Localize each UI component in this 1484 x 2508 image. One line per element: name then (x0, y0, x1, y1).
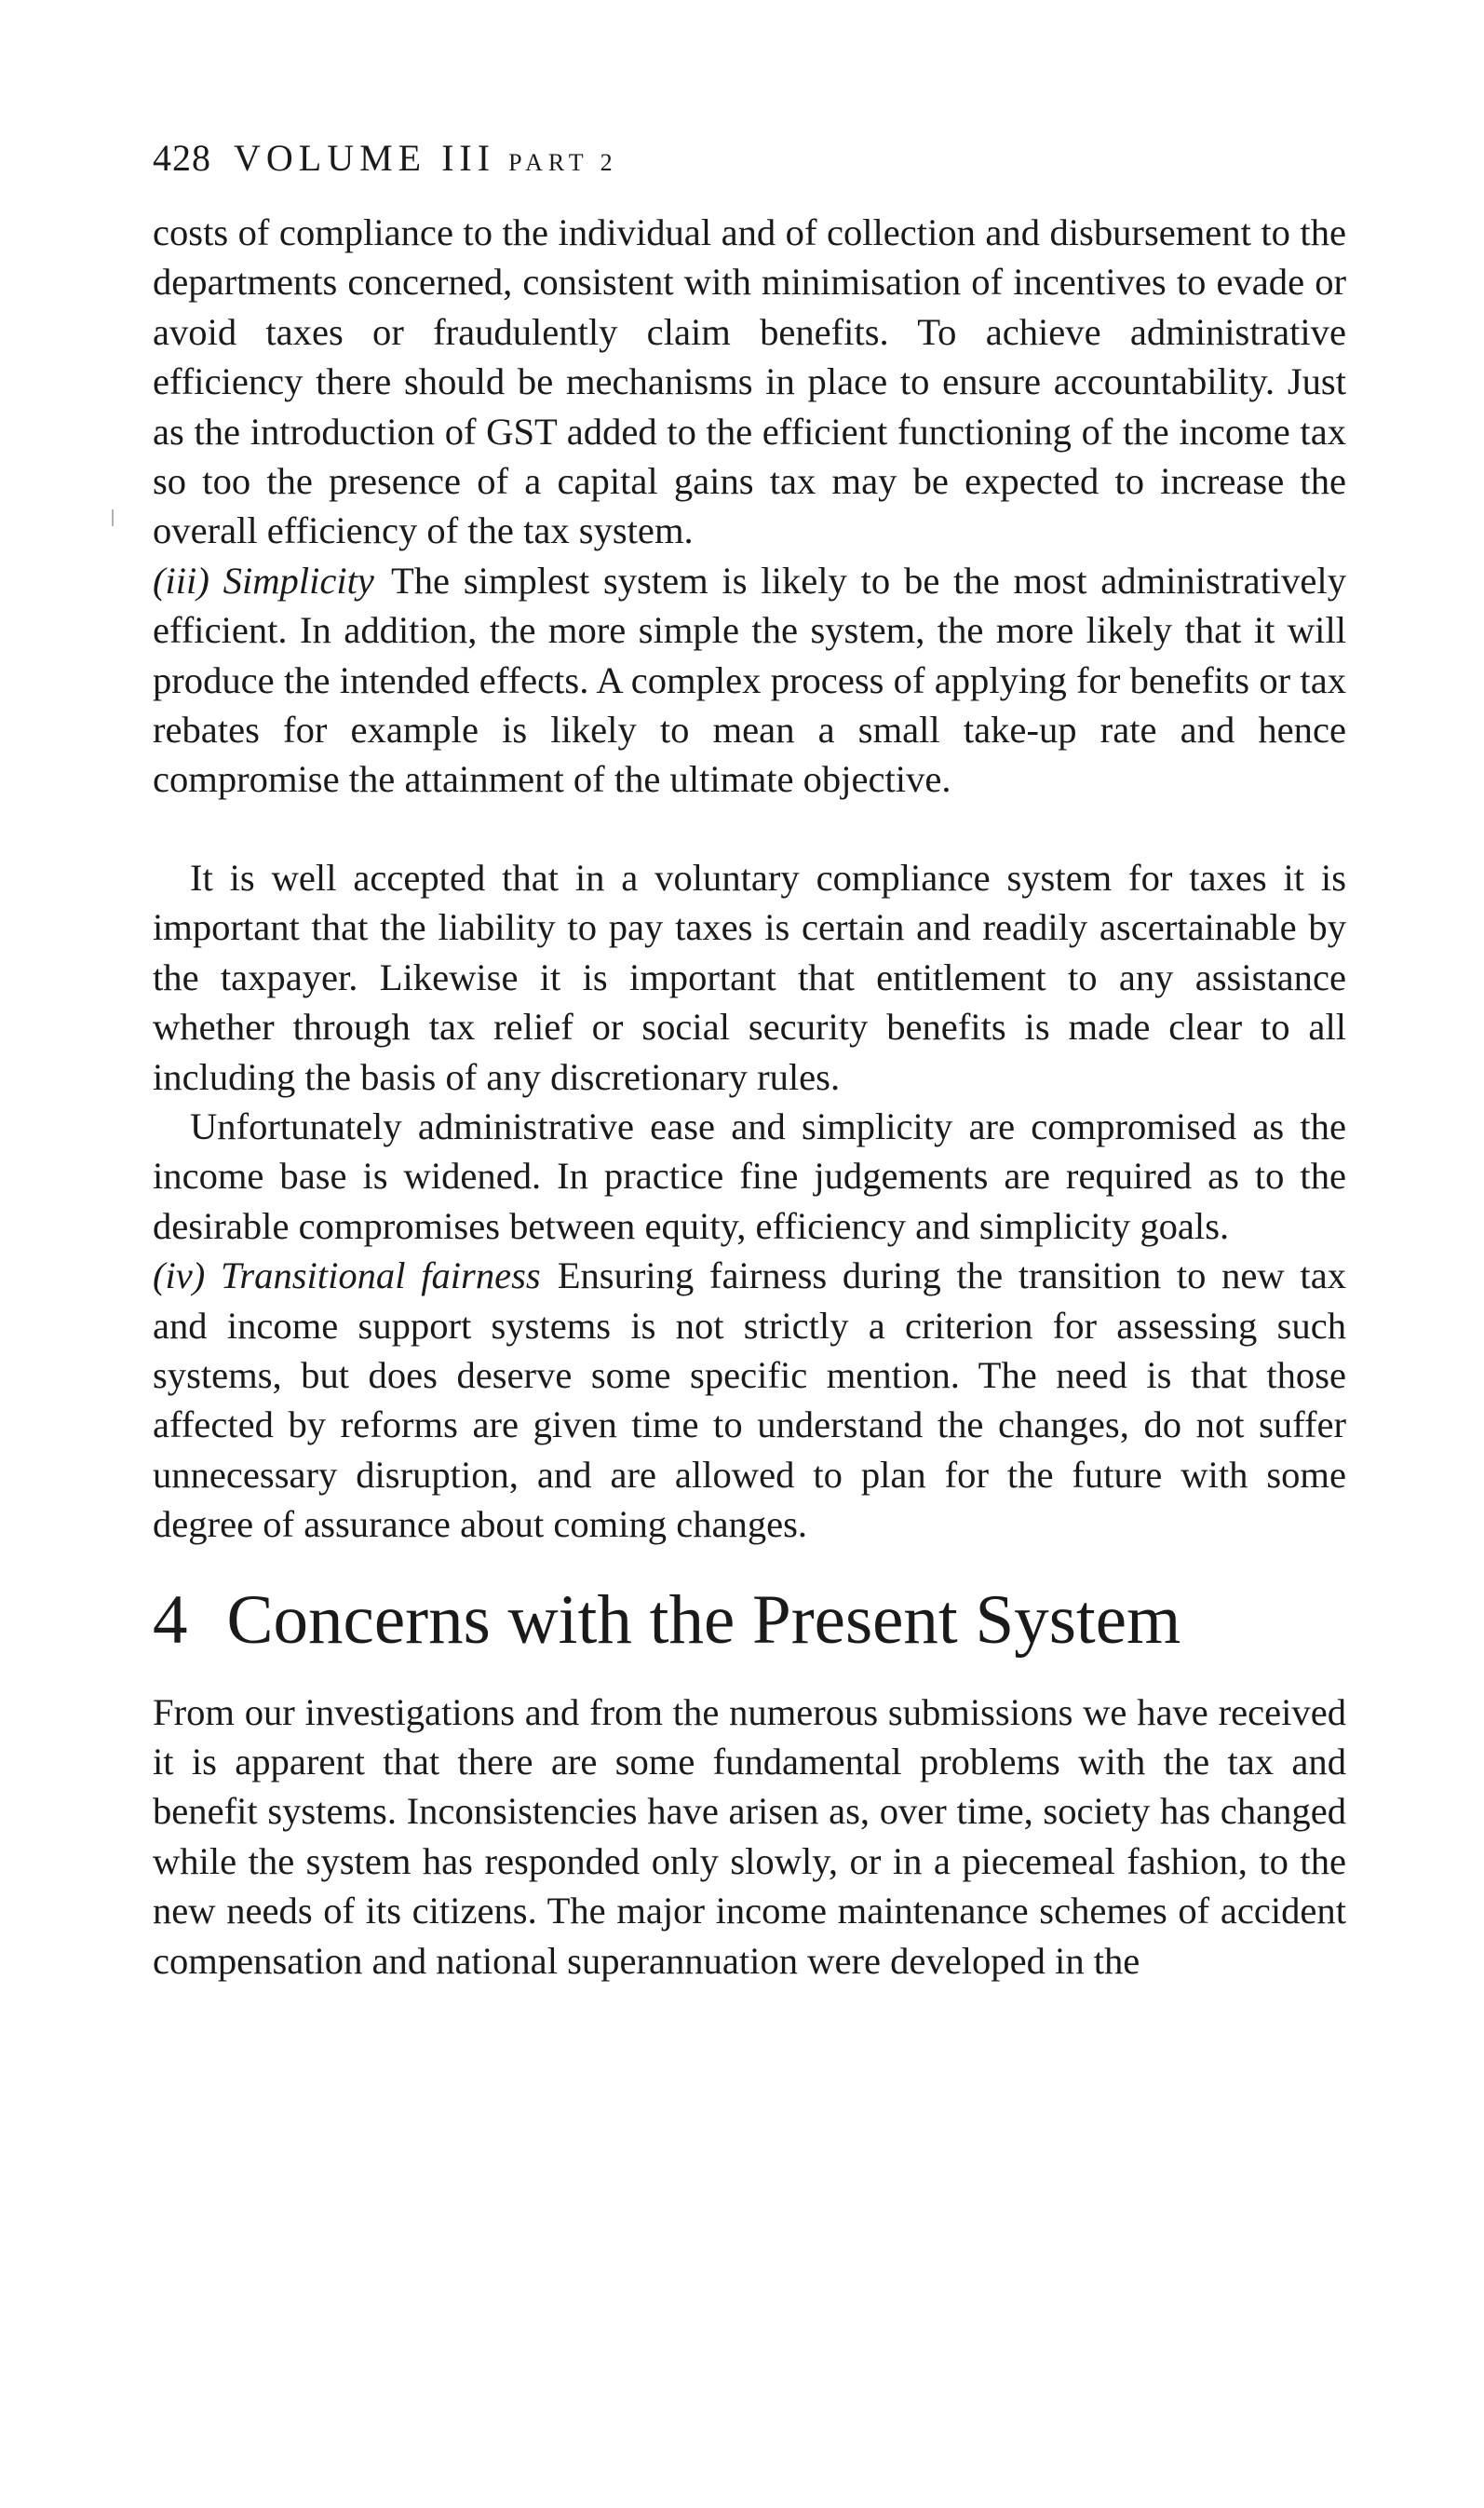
paragraph-voluntary-compliance: It is well accepted that in a voluntary compliance system for taxes it is important that the liability to pay taxes is certain and readily ascertainable by the taxpayer. Likewise it is important that entitlement to any assistance whether through tax relief or social security benefits is made clear to all including the basis of any discretionary rules. (153, 856, 1346, 1098)
paragraph-section-body: From our investigations and from the numerous submissions we have received it is apparent that there are some fundamental problems with the tax and benefit systems. Inconsistencies have arisen as, over time, society has changed while the system has responded only slowly, or in a piecemeal fashion, to the new needs of its citizens. The major income maintenance schemes of accident compensation and national superannuation were developed in the (153, 1690, 1346, 1982)
volume-label: VOLUME III (234, 137, 496, 179)
simplicity-heading: (iii) Simplicity (153, 559, 374, 602)
section-title: Concerns with the Present System (226, 1580, 1181, 1659)
paragraph-compromise: Unfortunately administrative ease and simplicity are compromised as the income base is widened. In practice fine judgements are required as to the desirable compromises between equity, efficiency and simplicity goals. (153, 1105, 1346, 1247)
document-page (153, 130, 1346, 1986)
page-number: 428 (153, 137, 211, 179)
simplicity-text: The simplest system is likely to be the most administratively efficient. In addition, the more simple the system, the more likely that it will produce the intended effects. A complex process of applying for benefits or tax rebates for example is likely to mean a small take-up rate and hence compromise the attainment of the ultimate objective. (153, 559, 1346, 801)
running-head (153, 130, 1346, 191)
part-label: PART 2 (508, 149, 618, 176)
paragraph-transitional-fairness (153, 1251, 1346, 1549)
section-number: 4 (153, 1580, 188, 1659)
transitional-fairness-text: Ensuring fairness during the transition to new tax and income support systems is not strictly a criterion for assessing such systems, but does deserve some specific mention. The need is that those affected by reforms are given time to understand the changes, do not suffer unnecessary disruption, and are allowed to plan for the future with some degree of assurance about coming changes. (153, 1254, 1347, 1546)
paragraph-simplicity (153, 556, 1346, 805)
section-heading (153, 1574, 1346, 1667)
margin-mark (112, 509, 114, 526)
paragraph-efficiency-continued: costs of compliance to the individual and of collection and disbursement to the departments concerned, consistent with minimisation of incentives to evade or avoid taxes or fraudulently claim benefits. To achieve administrative efficiency there should be mechanisms in place to ensure accountability. Just as the introduction of GST added to the efficient functioning of the income tax so too the presence of a capital gains tax may be expected to increase the overall efficiency of the tax system. (153, 211, 1346, 552)
transitional-fairness-heading: (iv) Transitional fairness (153, 1254, 541, 1297)
